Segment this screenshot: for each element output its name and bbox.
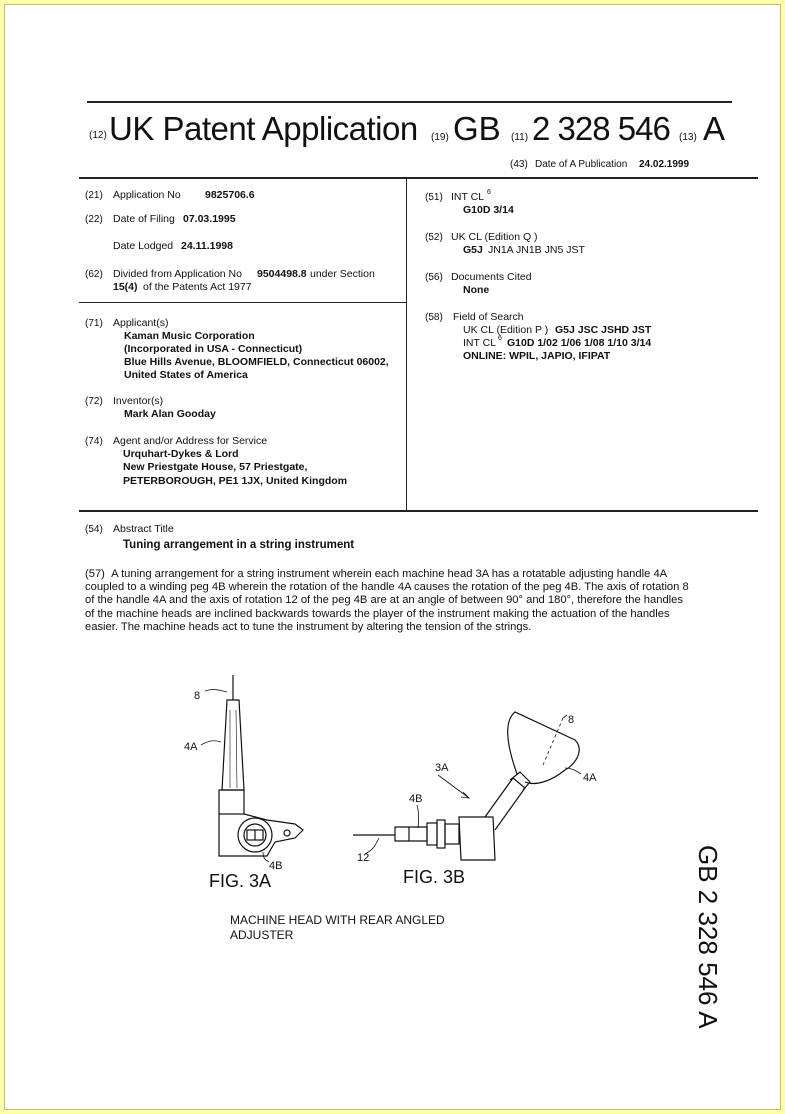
inventor-name: Mark Alan Gooday — [124, 408, 216, 420]
search-online: ONLINE: WPIL, JAPIO, IFIPAT — [463, 350, 611, 362]
label-8-fig3a: 8 — [194, 690, 201, 702]
kind-code: A — [703, 110, 726, 147]
document-title: UK Patent Application — [109, 110, 418, 147]
divided-label: Divided from Application No — [113, 268, 242, 280]
inventor-label: Inventor(s) — [113, 395, 164, 407]
abstract-title-code: (54) — [85, 524, 103, 535]
label-4b-fig3b: 4B — [409, 793, 423, 805]
code-13: (13) — [679, 132, 697, 143]
search-intcl-superscript: 6 — [498, 335, 502, 342]
docs-code: (56) — [425, 272, 443, 283]
biblio-bottom-rule — [79, 510, 758, 512]
patent-number: 2 328 546 — [532, 110, 670, 147]
abstract-title-label: Abstract Title — [113, 523, 174, 535]
column-divider — [406, 177, 407, 510]
fig3b-caption: FIG. 3B — [403, 867, 466, 887]
applicant-line: United States of America — [124, 369, 248, 381]
intcl-value: G10D 3/14 — [463, 204, 514, 216]
abstract-title: Tuning arrangement in a string instrument — [123, 539, 355, 551]
search-ukcl-label: UK CL (Edition P ) — [463, 324, 549, 336]
drawing-caption-line: MACHINE HEAD WITH REAR ANGLED — [230, 913, 445, 927]
applicant-label: Applicant(s) — [113, 317, 169, 329]
abstract-paragraph — [85, 568, 691, 634]
lodged-label: Date Lodged — [113, 240, 174, 252]
filing-label: Date of Filing — [113, 213, 175, 225]
applicant-line: (Incorporated in USA - Connecticut) — [124, 343, 303, 355]
figure-drawing — [175, 670, 605, 895]
applicant-line: Blue Hills Avenue, BLOOMFIELD, Connecticut 06002, — [124, 356, 389, 368]
drawing-caption-line: ADJUSTER — [230, 928, 294, 942]
section-tail: of the Patents Act 1977 — [143, 281, 252, 293]
publication-date: 24.02.1999 — [639, 159, 690, 170]
lodged-date: 24.11.1998 — [181, 240, 233, 252]
code-11: (11) — [511, 132, 529, 143]
code-43: (43) — [510, 159, 528, 170]
agent-line: New Priestgate House, 57 Priestgate, — [123, 461, 308, 473]
agent-label: Agent and/or Address for Service — [113, 435, 268, 447]
label-4a-fig3b: 4A — [583, 772, 597, 784]
app-no-label: Application No — [113, 189, 181, 201]
divided-no: 9504498.8 — [257, 268, 307, 280]
filing-code: (22) — [85, 214, 103, 225]
agent-line: Urquhart-Dykes & Lord — [123, 448, 239, 460]
search-intcl-label: INT CL — [463, 337, 497, 349]
search-code: (58) — [425, 312, 443, 323]
country-code: GB — [453, 110, 501, 147]
inventor-code: (72) — [85, 396, 103, 407]
fig3a-caption: FIG. 3A — [209, 871, 272, 891]
agent-line: PETERBOROUGH, PE1 1JX, United Kingdom — [123, 475, 348, 487]
search-label: Field of Search — [453, 311, 524, 323]
header-top-rule — [87, 101, 732, 103]
applicant-code: (71) — [85, 318, 103, 329]
intcl-superscript: 6 — [487, 189, 491, 196]
intcl-label: INT CL — [451, 191, 485, 203]
docs-value: None — [463, 284, 490, 296]
ukcl-bold: G5J — [463, 244, 483, 256]
docs-label: Documents Cited — [451, 271, 532, 283]
label-12: 12 — [357, 852, 370, 864]
fig3b-drawing — [353, 712, 581, 860]
left-section-rule — [79, 302, 406, 303]
side-patent-number: GB 2 328 546 A — [693, 845, 723, 1029]
filing-date: 07.03.1995 — [183, 213, 236, 225]
app-no: 9825706.6 — [205, 189, 255, 201]
code-12: (12) — [89, 130, 107, 141]
ukcl-rest: JN1A JN1B JN5 JST — [488, 244, 585, 256]
label-4a-fig3a: 4A — [184, 741, 198, 753]
section-number: 15(4) — [113, 281, 138, 293]
code-19: (19) — [431, 132, 449, 143]
publication-date-label: Date of A Publication — [535, 159, 628, 170]
label-4b-fig3a: 4B — [269, 860, 283, 872]
intcl-code: (51) — [425, 192, 443, 203]
header-bottom-rule — [79, 177, 758, 179]
abstract-text: A tuning arrangement for a string instrument wherein each machine head 3A has a rotatable adjusting handle 4A coupled to a winding peg 4B wherein the rotation of the handle 4A causes the rotation of the peg 4B. The axis of rotation 8 of the handle 4A and the axis of rotation 12 of the peg 4B are at an angle of between 90° and 180°, therefore the handles of the machine heads are inclined backwards towards the player of the instrument making the actuation of the handles easier. The machine heads act to tune the instrument by altering the tension of the strings. — [85, 568, 689, 633]
divided-code: (62) — [85, 269, 103, 280]
applicant-line: Kaman Music Corporation — [124, 330, 255, 342]
search-intcl-value: G10D 1/02 1/06 1/08 1/10 3/14 — [507, 337, 652, 349]
label-3a: 3A — [435, 762, 449, 774]
ukcl-code: (52) — [425, 232, 443, 243]
agent-code: (74) — [85, 436, 103, 447]
search-ukcl-value: G5J JSC JSHD JST — [555, 324, 652, 336]
divided-tail: under Section — [310, 268, 375, 280]
app-no-code: (21) — [85, 190, 103, 201]
patent-page — [4, 4, 781, 1110]
fig3a-drawing — [201, 675, 303, 862]
ukcl-label: UK CL (Edition Q ) — [451, 231, 538, 243]
label-8-fig3b: 8 — [568, 714, 575, 726]
abstract-code: (57) — [85, 568, 105, 580]
